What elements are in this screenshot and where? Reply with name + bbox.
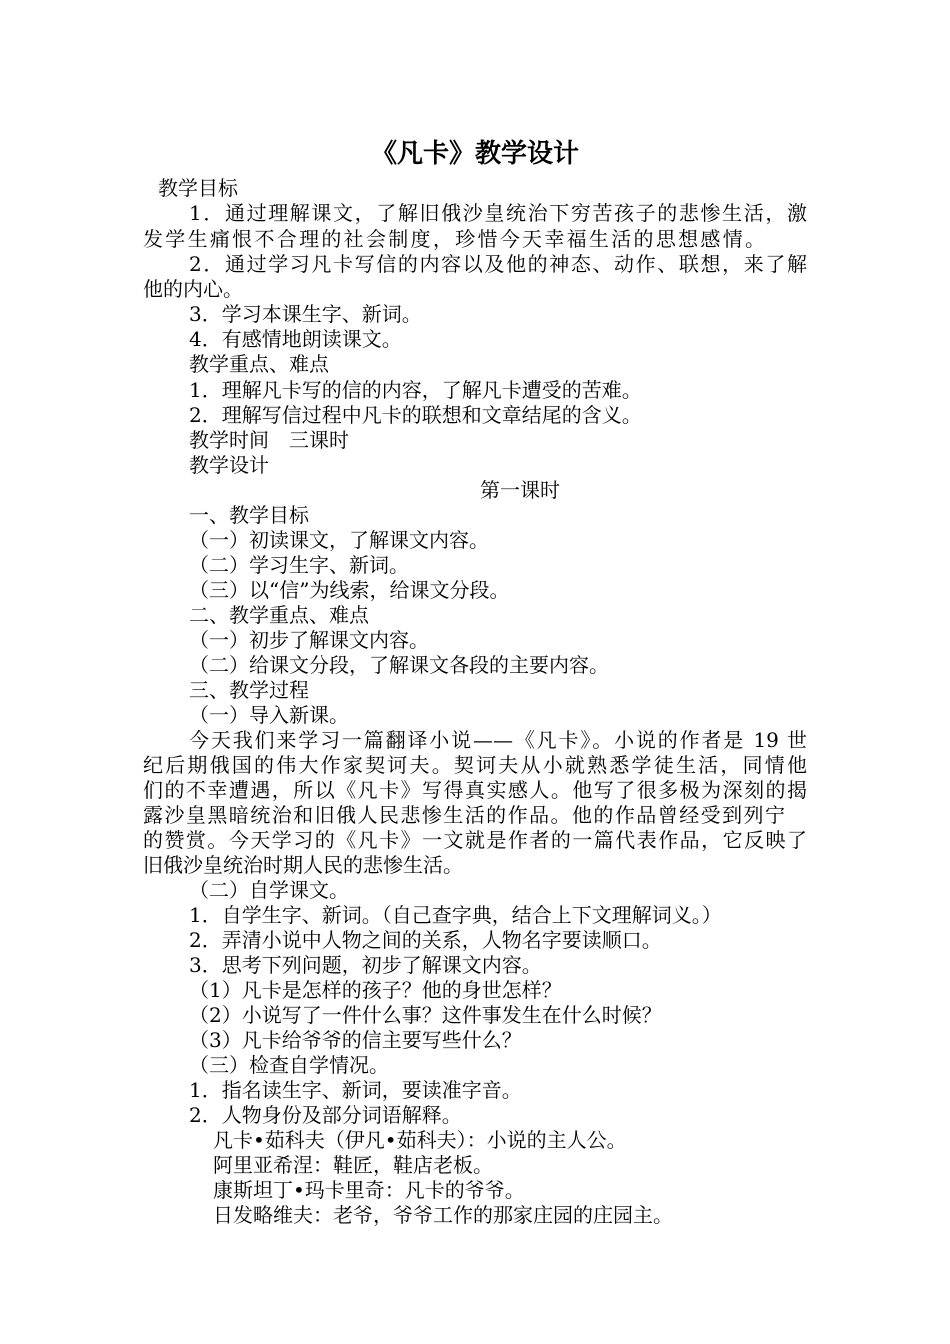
heading-teaching-design: 教学设计 (189, 453, 269, 477)
check-2: 2．人物身份及部分词语解释。 (189, 1103, 462, 1127)
intro-paragraph-line-1: 今天我们来学习一篇翻译小说——《凡卡》。小说的作者是 19 世 (189, 728, 807, 752)
goal-1-line-2: 发学生痛恨不合理的社会制度，珍惜今天幸福生活的思想感情。 (143, 227, 765, 251)
goal-2-line-1: 2．通过学习凡卡写信的内容以及他的神态、动作、联想，来了解 (189, 252, 807, 276)
lesson-1-heading: 第一课时 (480, 478, 560, 502)
step-3-heading: （三）检查自学情况。 (189, 1053, 389, 1077)
key-point-2: 2．理解写信过程中凡卡的联想和文章结尾的含义。 (189, 403, 642, 427)
document-title: 《凡卡》教学设计 (370, 139, 579, 169)
heading-teaching-goals: 教学目标 (158, 176, 238, 200)
intro-paragraph-line-6: 旧俄沙皇统治时期人民的悲惨生活。 (143, 853, 463, 877)
intro-paragraph-line-3: 们的不幸遭遇，所以《凡卡》写得真实感人。他写了很多极为深刻的揭 (143, 778, 807, 802)
self-study-1: 1．自学生字、新词。（自己查字典，结合上下文理解词义。） (189, 903, 722, 927)
goal-2-line-2: 他的内心。 (143, 277, 243, 301)
section-1-item-3: （三）以“信”为线索，给课文分段。 (189, 578, 510, 602)
question-3: （3）凡卡给爷爷的信主要写些什么？ (189, 1028, 522, 1052)
section-1-item-1: （一）初读课文，了解课文内容。 (189, 528, 489, 552)
character-zhivarev: 日发略维夫：老爷，爷爷工作的那家庄园的庄园主。 (213, 1203, 673, 1227)
character-vanka: 凡卡•茹科夫（伊凡•茹科夫）：小说的主人公。 (213, 1128, 627, 1152)
check-1: 1．指名读生字、新词，要读准字音。 (189, 1078, 522, 1102)
goal-1-line-1: 1．通过理解课文，了解旧俄沙皇统治下穷苦孩子的悲惨生活，激 (189, 201, 807, 225)
question-2: （2）小说写了一件什么事？这件事发生在什么时候？ (189, 1003, 662, 1027)
section-1-heading: 一、教学目标 (189, 503, 309, 527)
step-2-heading: （二）自学课文。 (189, 878, 349, 902)
intro-paragraph-line-2: 纪后期俄国的伟大作家契诃夫。契诃夫从小就熟悉学徒生活，同情他 (143, 753, 807, 777)
teaching-time: 教学时间 三课时 (189, 428, 349, 452)
character-konstantin: 康斯坦丁•玛卡里奇：凡卡的爷爷。 (213, 1178, 525, 1202)
section-1-item-2: （二）学习生字、新词。 (189, 553, 409, 577)
question-1: （1）凡卡是怎样的孩子？他的身世怎样？ (189, 978, 562, 1002)
section-2-item-1: （一）初步了解课文内容。 (189, 628, 429, 652)
intro-paragraph-line-4: 露沙皇黑暗统治和旧俄人民悲惨生活的作品。他的作品曾经受到列宁 (143, 803, 785, 827)
section-3-heading: 三、教学过程 (189, 678, 309, 702)
section-2-heading: 二、教学重点、难点 (189, 603, 369, 627)
section-2-item-2: （二）给课文分段，了解课文各段的主要内容。 (189, 653, 609, 677)
goal-3: 3．学习本课生字、新词。 (189, 302, 422, 326)
goal-4: 4．有感情地朗读课文。 (189, 327, 402, 351)
character-alyakhin: 阿里亚希涅：鞋匠，鞋店老板。 (213, 1153, 493, 1177)
self-study-3: 3．思考下列问题，初步了解课文内容。 (189, 953, 542, 977)
intro-paragraph-line-5: 的赞赏。今天学习的《凡卡》一文就是作者的一篇代表作品，它反映了 (143, 828, 807, 852)
key-point-1: 1．理解凡卡写的信的内容，了解凡卡遭受的苦难。 (189, 378, 642, 402)
heading-key-points: 教学重点、难点 (189, 352, 329, 376)
step-1-heading: （一）导入新课。 (189, 703, 349, 727)
self-study-2: 2．弄清小说中人物之间的关系，人物名字要读顺口。 (189, 928, 662, 952)
